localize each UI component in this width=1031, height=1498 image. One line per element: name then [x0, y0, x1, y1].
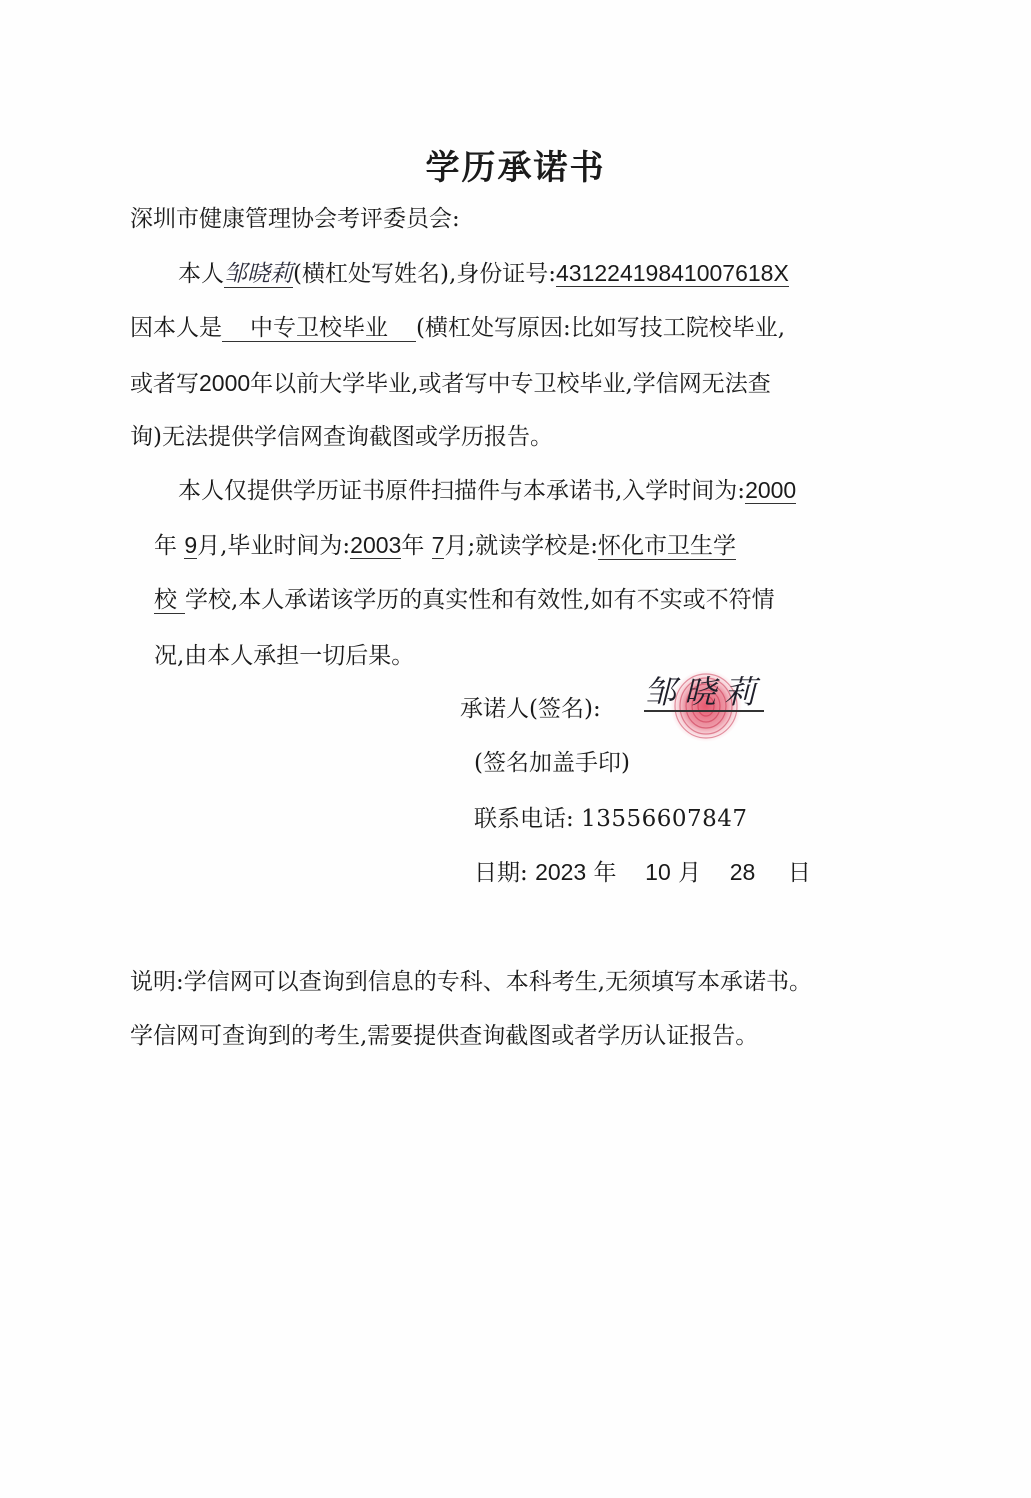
phone-line [474, 804, 748, 834]
paragraph-2-line-3: 询)无法提供学信网查询截图或学历报告。 [130, 424, 553, 450]
date-label: 日期: [474, 860, 528, 886]
date-day: 28 [729, 859, 756, 885]
paragraph-3-line-2 [154, 531, 736, 561]
date-line [474, 857, 811, 888]
reason-field: 中专卫校毕业 [222, 315, 416, 342]
p3-after-month: 月,毕业时间为: [197, 533, 351, 559]
p3-year-char: 年 [154, 533, 177, 559]
p2-line2-year: 2000 [199, 370, 251, 396]
signer-label: 承诺人(签名): [460, 696, 601, 722]
signature-area [640, 668, 800, 748]
id-number-field: 43122419841007618X [556, 260, 789, 286]
date-month-char: 月 [678, 860, 702, 886]
paragraph-3-line-1 [178, 476, 796, 506]
paragraph-1-line [178, 259, 789, 289]
handwritten-signature: 邹晓莉 [644, 673, 765, 711]
enroll-month-field: 9 [184, 532, 198, 558]
note-line-2: 学信网可查询到的考生,需要提供查询截图或者学历认证报告。 [130, 1023, 759, 1049]
p2-reason-hint: (横杠处写原因:比如写技工院校毕业, [416, 315, 786, 341]
grad-month-field: 7 [431, 532, 445, 558]
paragraph-2-line-2 [130, 368, 771, 399]
page-title: 学历承诺书 [425, 148, 606, 188]
grad-year-field: 2003 [350, 532, 402, 558]
p1-name-hint: (横杠处写姓名),身份证号: [293, 261, 557, 287]
p3-after-grad: 月;就读学校是: [444, 533, 598, 559]
date-year-char: 年 [593, 860, 617, 886]
enroll-year-field: 2000 [745, 477, 797, 503]
p2-prefix: 因本人是 [130, 315, 222, 341]
p2-line2-b: 年以前大学毕业,或者写中专卫校毕业,学信网无法查 [250, 371, 771, 397]
name-field: 邹晓莉 [224, 261, 293, 287]
p2-line2-a: 或者写 [130, 371, 199, 397]
salutation: 深圳市健康管理协会考评委员会: [130, 206, 460, 232]
phone-value: 13556607847 [581, 806, 748, 832]
p3-line3-rest: 学校,本人承诺该学历的真实性和有效性,如有不实或不符情 [185, 587, 775, 613]
date-year: 2023 [535, 859, 587, 885]
phone-label: 联系电话: [474, 806, 574, 832]
date-day-char: 日 [787, 860, 811, 886]
paragraph-3-line-3 [154, 585, 775, 615]
p3-line1-text: 本人仅提供学历证书原件扫描件与本承诺书,入学时间为: [178, 478, 746, 504]
fingerprint-note: (签名加盖手印) [474, 750, 630, 776]
paragraph-3-line-4: 况,由本人承担一切后果。 [154, 643, 415, 669]
note-line-1: 说明:学信网可以查询到信息的专科、本科考生,无须填写本承诺书。 [130, 969, 813, 995]
p3-grad-year-char: 年 [401, 533, 425, 559]
p1-prefix: 本人 [178, 261, 224, 287]
school-field-part-1: 怀化市卫生学 [597, 533, 736, 559]
school-field-part-2: 校 [154, 587, 185, 614]
paragraph-2-line-1 [130, 313, 785, 343]
date-month: 10 [645, 859, 671, 885]
